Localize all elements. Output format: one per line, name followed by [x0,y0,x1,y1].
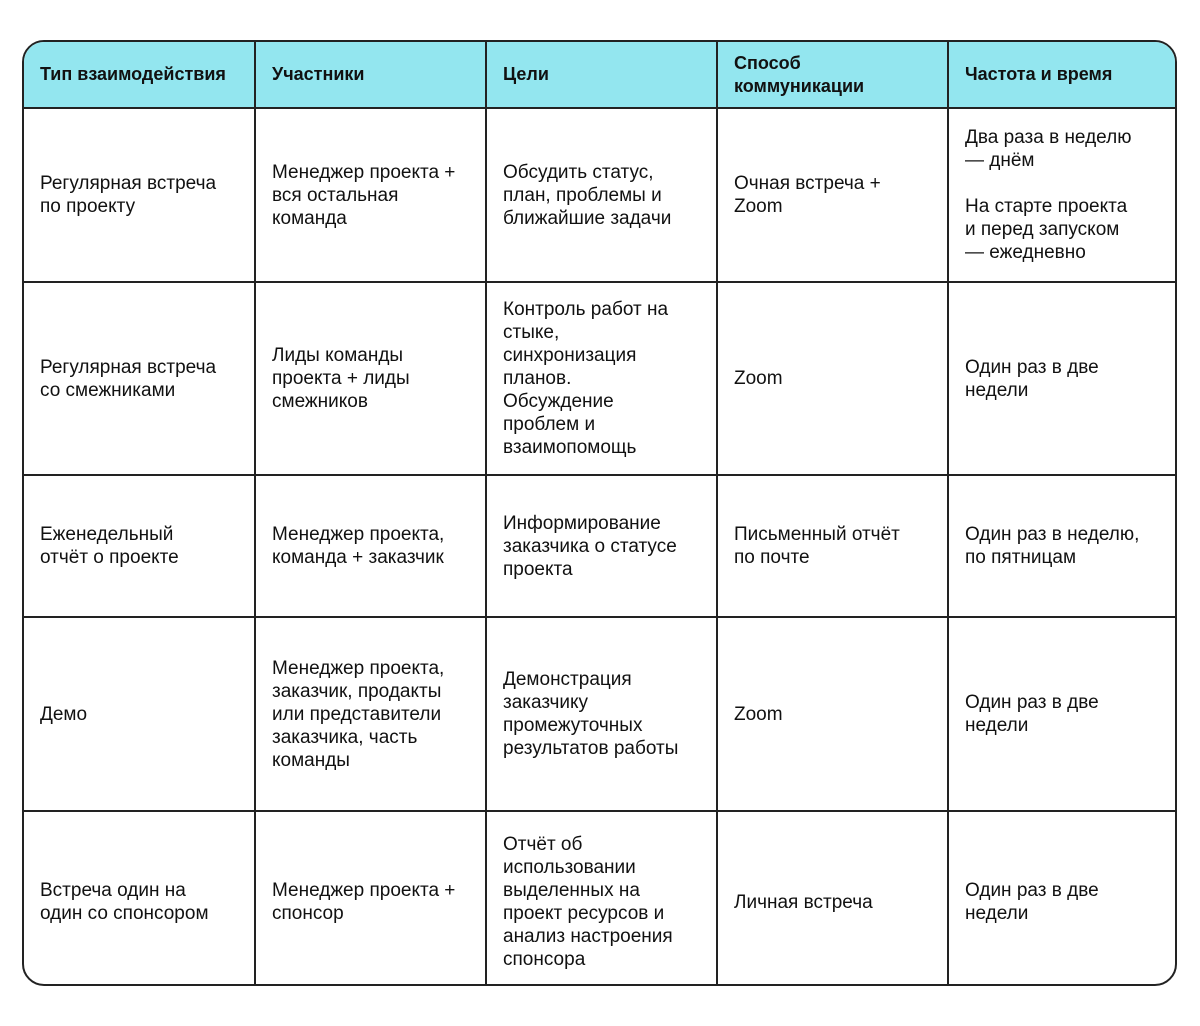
cell-goals: Информирование заказчика о статусе проекта [486,475,717,617]
table-row [24,617,1175,811]
header-frequency: Частота и время [948,42,1175,108]
cell-participants: Менеджер проекта, заказчик, продакты или представители заказчика, часть команды [255,617,486,811]
header-goals: Цели [486,42,717,108]
table-row [24,108,1175,282]
cell-interaction-type: Демо [24,617,255,811]
cell-goals: Демонстрация заказчику промежуточных результатов работы [486,617,717,811]
header-participants: Участники [255,42,486,108]
communication-table-grid [24,42,1175,986]
cell-communication-method: Zoom [717,617,948,811]
cell-communication-method: Письменный отчёт по почте [717,475,948,617]
cell-frequency: Один раз в две недели [948,617,1175,811]
header-communication-method: Способ коммуникации [717,42,948,108]
cell-participants: Менеджер проекта, команда + заказчик [255,475,486,617]
table-row [24,811,1175,986]
cell-goals: Отчёт об использовании выделенных на проект ресурсов и анализ настроения спонсора [486,811,717,986]
table-header-row [24,42,1175,108]
cell-communication-method: Личная встреча [717,811,948,986]
cell-interaction-type: Регулярная встреча со смежниками [24,282,255,475]
table-row [24,282,1175,475]
cell-frequency: Один раз в две недели [948,282,1175,475]
cell-frequency: Один раз в две недели [948,811,1175,986]
header-interaction-type: Тип взаимодействия [24,42,255,108]
cell-interaction-type: Встреча один на один со спонсором [24,811,255,986]
cell-frequency: Один раз в неделю, по пятницам [948,475,1175,617]
cell-communication-method: Очная встреча + Zoom [717,108,948,282]
cell-goals: Обсудить статус, план, проблемы и ближайшие задачи [486,108,717,282]
table-row [24,475,1175,617]
cell-participants: Менеджер проекта + вся остальная команда [255,108,486,282]
cell-interaction-type: Регулярная встреча по проекту [24,108,255,282]
cell-participants: Лиды команды проекта + лиды смежников [255,282,486,475]
cell-goals: Контроль работ на стыке, синхронизация планов. Обсуждение проблем и взаимопомощь [486,282,717,475]
cell-frequency: Два раза в неделю — днём На старте проекта и перед запуском — ежедневно [948,108,1175,282]
communication-table [22,40,1177,986]
cell-interaction-type: Еженедельный отчёт о проекте [24,475,255,617]
cell-communication-method: Zoom [717,282,948,475]
cell-participants: Менеджер проекта + спонсор [255,811,486,986]
